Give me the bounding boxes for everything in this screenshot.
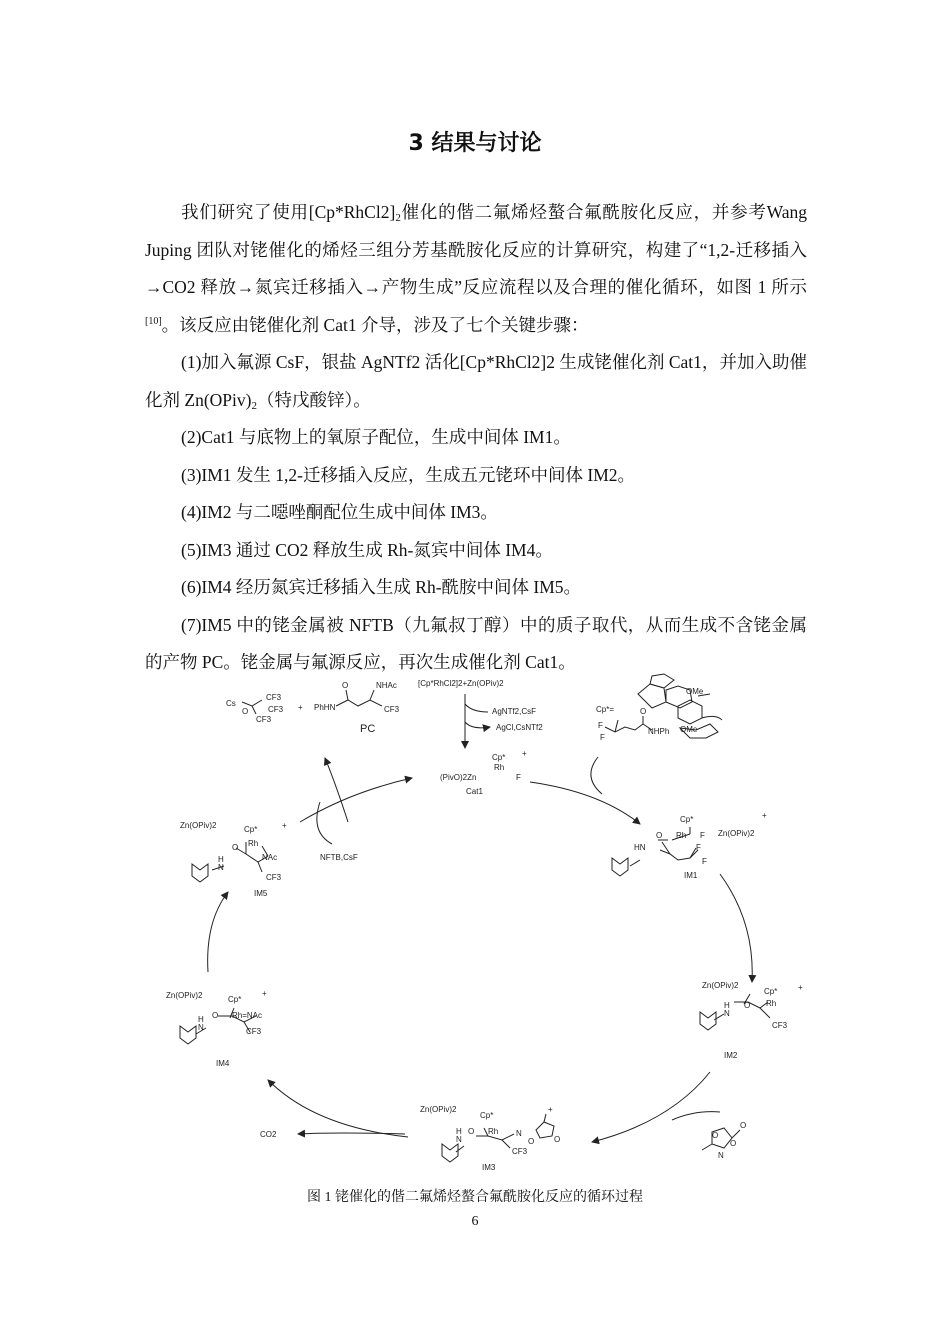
page-number: 6 [471, 1214, 479, 1229]
substrate-structure [605, 716, 652, 732]
im4-charge: + [262, 989, 267, 998]
cat1-pivo: (PivO)2Zn [440, 773, 477, 782]
substrate-f-1: F [598, 721, 603, 730]
im2-charge: + [798, 983, 803, 992]
im4-rh-nac: Rh=NAc [232, 1011, 263, 1020]
im4-h: H [198, 1015, 204, 1024]
im5-h: H [218, 855, 224, 864]
im3-n: N [516, 1129, 522, 1138]
im2-n: N [724, 1009, 730, 1018]
step-4: (4)IM2 与二噁唑酮配位生成中间体 IM3。 [181, 502, 498, 522]
im5-structure [192, 842, 268, 882]
cat1-rh: Rh [494, 763, 505, 772]
im1-o: O [656, 831, 663, 840]
pc-structure [242, 690, 382, 714]
im1-cp: Cp* [680, 815, 694, 824]
ome-label-2: OMe [680, 725, 698, 734]
arrow-reagent-out [465, 722, 490, 728]
im2-structure [700, 994, 770, 1030]
im5-charge: + [282, 821, 287, 830]
im1-f-3: F [702, 857, 707, 866]
im1-zn: Zn(OPiv)2 [718, 829, 755, 838]
im4-n: N [198, 1023, 204, 1032]
im2-zn: Zn(OPiv)2 [702, 981, 739, 990]
pc-cf3-4: CF3 [384, 705, 400, 714]
intro-subscript: 2 [395, 212, 401, 224]
pc-phhn: PhHN [314, 703, 336, 712]
pc-plus: + [298, 703, 303, 712]
pc-o: O [242, 707, 249, 716]
im4-cp: Cp* [228, 995, 242, 1004]
arrow-to-pc [325, 758, 348, 822]
dioxazolone-o-3: O [730, 1139, 737, 1148]
im5-cp: Cp* [244, 825, 258, 834]
cat1-charge: + [522, 749, 527, 758]
step-1-text-1: (1)加入氟源 CsF，银盐 AgNTf2 活化[Cp*RhCl2]2 生成铑催化剂 Cat1，并加入助催化剂 Zn(OPiv) [145, 352, 807, 410]
im3-h: H [456, 1127, 462, 1136]
pc-cf3-1: CF3 [266, 693, 282, 702]
step-2: (2)Cat1 与底物上的氧原子配位，生成中间体 IM1。 [181, 427, 571, 447]
arrow-im2-to-im3 [592, 1072, 710, 1142]
top-reagent-label: [Cp*RhCl2]2+Zn(OPiv)2 [418, 679, 504, 688]
step-3: (3)IM1 发生 1,2-迁移插入反应，生成五元铑环中间体 IM2。 [181, 464, 636, 485]
dioxazolone-o-2: O [740, 1121, 747, 1130]
step-6: (6)IM4 经历氮宾迁移插入生成 Rh-酰胺中间体 IM5。 [181, 577, 582, 597]
im5-nac: NAc [262, 853, 278, 862]
im3-nh: N [456, 1135, 462, 1144]
citation-ref: [10] [145, 315, 162, 327]
cat1-label: Cat1 [466, 787, 483, 796]
figure-caption: 图 1 铑催化的偕二氟烯烃螯合氟酰胺化反应的循环过程 [307, 1190, 643, 1205]
dioxazolone-o-1: O [712, 1131, 719, 1140]
im4-o: O [212, 1011, 219, 1020]
im2-cf3: CF3 [772, 1021, 788, 1030]
arrow-im4-to-im5 [208, 892, 228, 972]
im3-cf3: CF3 [512, 1147, 528, 1156]
substrate-f-2: F [600, 733, 605, 742]
im5-o: O [232, 843, 239, 852]
im3-charge: + [548, 1105, 553, 1114]
reagent-out-label: AgCl,CsNTf2 [496, 723, 543, 732]
arrow-oxazolone-in [672, 1112, 720, 1120]
intro-text-3: 。该反应由铑催化剂 Cat1 介导，涉及了七个关键步骤： [161, 314, 589, 335]
step-7: (7)IM5 中的铑金属被 NFTB（九氟叔丁醇）中的质子取代，从而生成不含铑金属的产物 PC。铑金属与氟源反应，再次生成催化剂 Cat1。 [145, 614, 807, 672]
section-title: 3 结果与讨论 [408, 131, 542, 156]
cat1-f: F [516, 773, 521, 782]
im5-label: IM5 [254, 889, 268, 898]
catalytic-cycle-figure [150, 672, 810, 1182]
im3-cp: Cp* [480, 1111, 494, 1120]
substrate-nhph: NHPh [648, 727, 670, 736]
pc-o-2: O [342, 681, 349, 690]
step-1 [145, 344, 807, 419]
step-1-text-2: （特戊酸锌）。 [256, 389, 371, 410]
im3-rh: Rh [488, 1127, 499, 1136]
pc-nhac: NHAc [376, 681, 397, 690]
im5-rh: Rh [248, 839, 259, 848]
catalytic-cycle-diagram [150, 672, 810, 1182]
im4-cf3: CF3 [246, 1027, 262, 1036]
intro-paragraph [145, 194, 807, 344]
pc-label: PC [360, 723, 376, 735]
step-1-subscript: 2 [251, 399, 257, 412]
im5-cf3: CF3 [266, 873, 282, 882]
cat1-cp: Cp* [492, 753, 506, 762]
im1-f-2: F [696, 843, 701, 852]
body-text [145, 194, 807, 682]
arrow-reagent-in [465, 704, 488, 712]
im3-o-3: O [554, 1135, 561, 1144]
im2-o: O [744, 1001, 751, 1010]
step-5: (5)IM3 通过 CO2 释放生成 Rh-氮宾中间体 IM4。 [181, 539, 553, 560]
im3-zn: Zn(OPiv)2 [420, 1105, 457, 1114]
im1-hn: HN [634, 843, 646, 852]
im1-label: IM1 [684, 871, 698, 880]
im3-o: O [468, 1127, 475, 1136]
nftb-label: NFTB,CsF [320, 853, 358, 862]
im1-rh: Rh [676, 831, 687, 840]
ome-label-1: OMe [686, 687, 704, 696]
pc-cs: Cs [226, 699, 236, 708]
im1-f-1: F [700, 831, 705, 840]
im5-zn: Zn(OPiv)2 [180, 821, 217, 830]
im2-h: H [724, 1001, 730, 1010]
intro-text-1: 我们研究了使用[Cp*RhCl2] [181, 202, 396, 222]
im2-cp: Cp* [764, 987, 778, 996]
cp-definition-label: Cp*= [596, 705, 615, 714]
pc-cf3-2: CF3 [268, 705, 284, 714]
arrow-substrate-in [591, 757, 602, 794]
reagent-in-label: AgNTf2,CsF [492, 707, 537, 716]
im3-o-2: O [528, 1137, 535, 1146]
pc-cf3-3: CF3 [256, 715, 272, 724]
arrow-im3-to-im4 [268, 1080, 408, 1137]
substrate-o: O [640, 707, 647, 716]
arrow-cat1-to-im1 [530, 782, 640, 824]
im1-charge: + [762, 811, 767, 820]
im3-label: IM3 [482, 1163, 496, 1172]
dioxazolone-n: N [718, 1151, 724, 1160]
im4-label: IM4 [216, 1059, 230, 1068]
im2-label: IM2 [724, 1051, 738, 1060]
arrow-co2-out [298, 1133, 405, 1134]
arrow-im1-to-im2 [720, 874, 752, 982]
im2-rh: Rh [766, 999, 777, 1008]
im5-n: N [218, 863, 224, 872]
intro-text-2: 催化的偕二氟烯烃螯合氟酰胺化反应，并参考Wang Juping 团队对铑催化的烯烃三组分芳基酰胺化反应的计算研究，构建了“1,2-迁移插入→CO2 释放→氮宾迁移插入→产物生成”反应流程以及合理的催化循环，如图 1 所示 [145, 202, 807, 297]
co2-label: CO2 [260, 1130, 277, 1139]
im4-zn: Zn(OPiv)2 [166, 991, 203, 1000]
